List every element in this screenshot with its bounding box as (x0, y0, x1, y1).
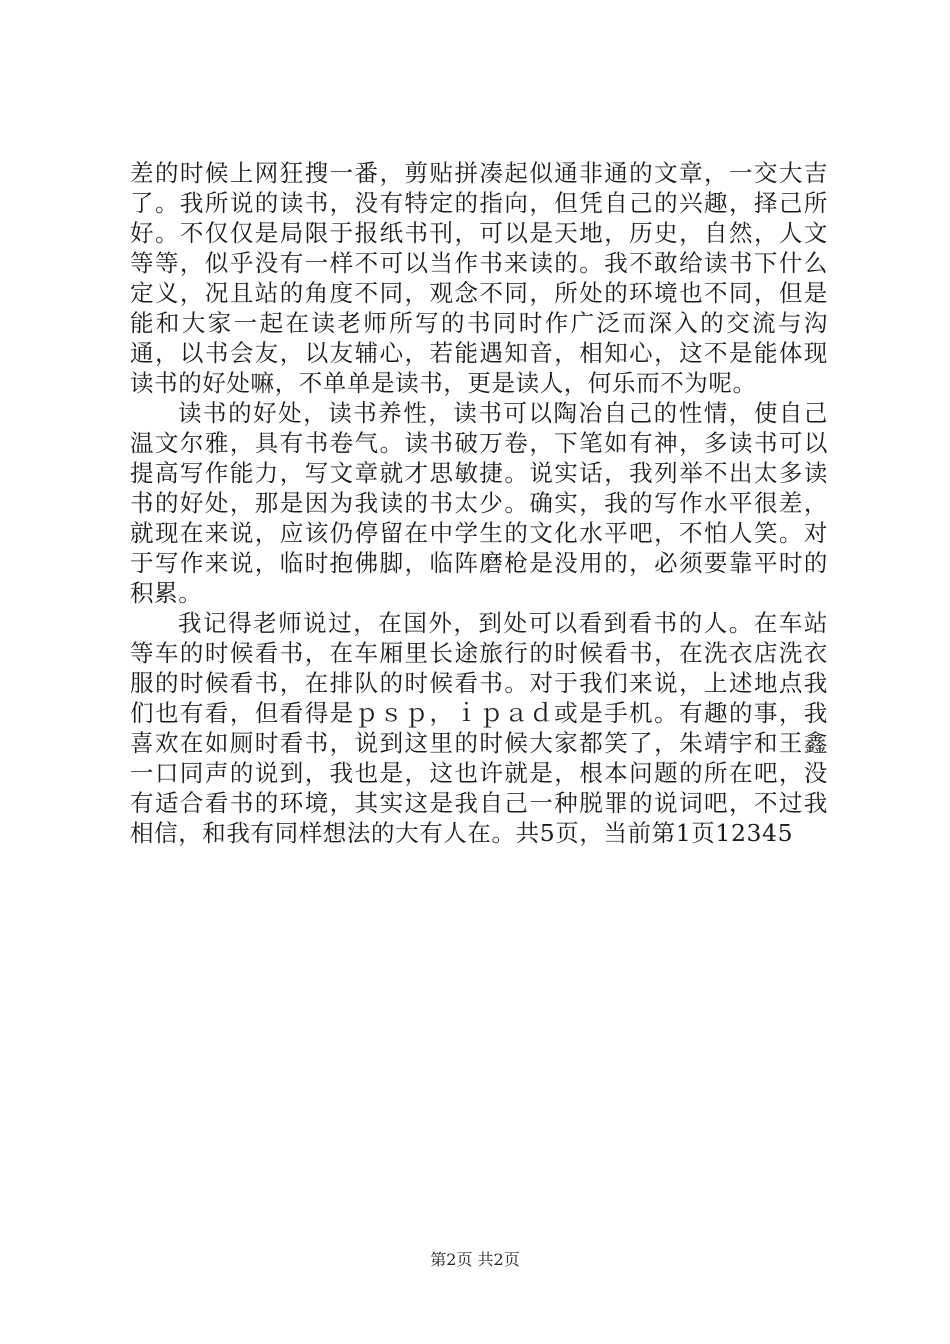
paragraph-2: 读书的好处，读书养性，读书可以陶冶自己的性情，使自己温文尔雅，具有书卷气。读书破万卷，下笔如有神，多读书可以提高写作能力，写文章就才思敏捷。说实话，我列举不出太多读书的好处，那是因为我读的书太少。确实，我的写作水平很差，就现在来说，应该仍停留在中学生的文化水平吧，不怕人笑。对于写作来说，临时抱佛脚，临阵磨枪是没用的，必须要靠平时的积累。 (130, 399, 828, 607)
paragraph-1: 差的时候上网狂搜一番，剪贴拼凑起似通非通的文章，一交大吉了。我所说的读书，没有特定的指向，但凭自己的兴趣，择己所好。不仅仅是局限于报纸书刊，可以是天地，历史，自然，人文等等，似乎没有一样不可以当作书来读的。我不敢给读书下什么定义，况且站的角度不同，观念不同，所处的环境也不同，但是能和大家一起在读老师所写的书同时作广泛而深入的交流与沟通，以书会友，以友辅心，若能遇知音，相知心，这不是能体现读书的好处嘛，不单单是读书，更是读人，何乐而不为呢。 (130, 159, 828, 397)
paragraph-3: 我记得老师说过，在国外，到处可以看到看书的人。在车站等车的时候看书，在车厢里长途旅行的时候看书，在洗衣店洗衣服的时候看书，在排队的时候看书。对于我们来说，上述地点我们也有看，但看得是ｐｓｐ，ｉｐａｄ或是手机。有趣的事，我喜欢在如厕时看书，说到这里的时候大家都笑了，朱靖宇和王鑫一口同声的说到，我也是，这也许就是，根本问题的所在吧，没有适合看书的环境，其实这是我自己一种脱罪的说词吧，不过我相信，和我有同样想法的大有人在。共5页，当前第1页12345 (130, 609, 828, 847)
document-body (130, 158, 828, 848)
page-footer: 第2页 共2页 (430, 1250, 520, 1269)
